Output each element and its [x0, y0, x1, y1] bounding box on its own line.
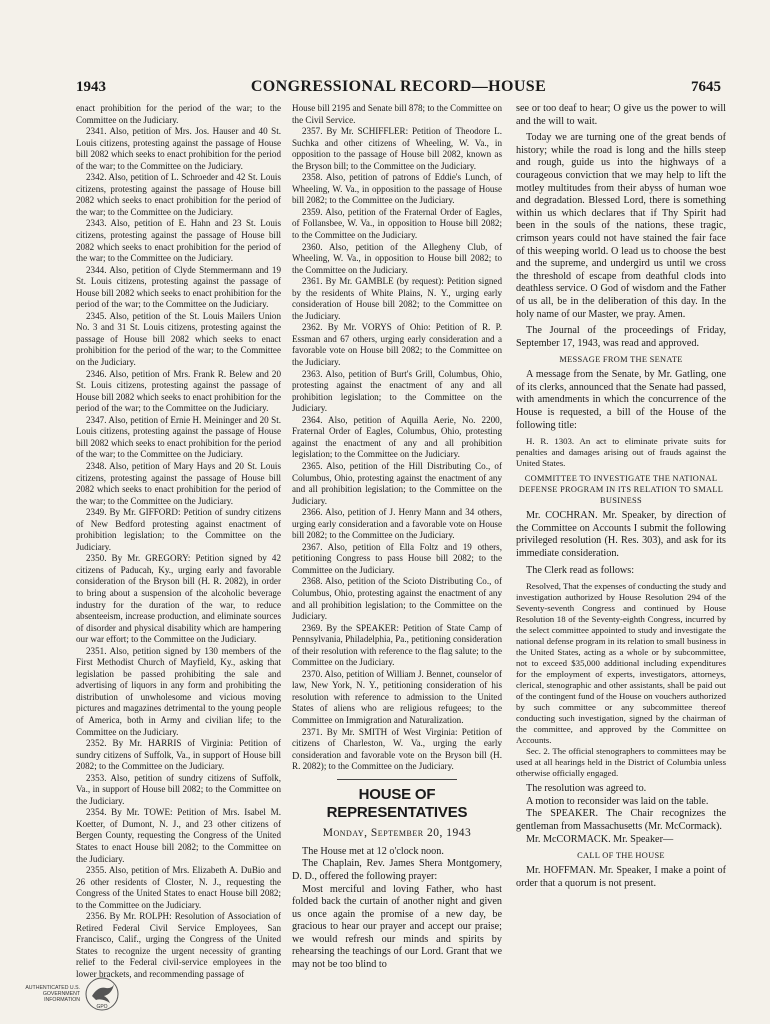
house-paragraph: Most merciful and loving Father, who hast folded back the curtain of another night and given us once again the promise of a new day, be gracious to hear our prayer and accept our praise; we would refresh our minds and spirits by rehearsing the teachings of our Lord. Grant that we may not be too blind to — [292, 883, 502, 971]
petition-paragraph: 2358. Also, petition of patrons of Eddie's Lunch, of Wheeling, W. Va., in opposition to the passage of House bill 2082; to the Committee on the Judiciary. — [292, 172, 502, 206]
petition-paragraph: 2351. Also, petition signed by 130 members of the First Methodist Church of Mayfield, Ky., asking that legislation be passed prohibiting the sale and advertising of liquors in any form and prohibiting the distribution of unwholesome and vicious moving pictures and magazines detrimental to the young people of America, both in Army and civilian life; to the Committee on the Judiciary. — [76, 645, 281, 737]
petition-paragraph: 2357. By Mr. SCHIFFLER: Petition of Theodore L. Suchka and other citizens of Wheeling, W. Va., in opposition to the passage of House bill 2082, known as the Bryson bill; to the Committee on the Judiciary. — [292, 126, 502, 171]
column-2 — [292, 103, 502, 971]
clerk-read: The Clerk read as follows: — [526, 564, 635, 576]
house-heading: HOUSE OF REPRESENTATIVES — [326, 785, 468, 821]
prayer-paragraph: Today we are turning one of the great bends of history; while the road is long and the hills steep and rough, guide us into the highways of a courageous conviction that we may help to lift the motley multitudes from their abyss of human woe and degradation. Blessed Lord, there is something within us which declares that if Thy Spirit had been in the souls of the nations, these tragic, crimson years could not have stained the fair face of this weeping world. O lead us to choose the best and the supreme, and undergird us until we cross the threshold of escape from deathful clods into deathless service. O God of wisdom and the Father of us all, be in the deliberation of this day. In the holy name of our Master, we pray. Amen. — [516, 132, 726, 320]
petition-paragraph: 2343. Also, petition of E. Hahn and 23 St. Louis citizens, protesting against the passage of House bill 2082 which seeks to enact prohibition for the period of the war; to the Committee on the Judiciary. — [76, 218, 281, 264]
petition-paragraph: 2370. Also, petition of William J. Bennet, counselor of law, New York, N. Y., petitioning consideration of his resolution with reference to admission to the United States of aliens who are religious refugees; to the Committee on Immigration and Naturalization. — [292, 668, 502, 725]
petition-paragraph: 2349. By Mr. GIFFORD: Petition of sundry citizens of New Bedford protesting against enactment of prohibition legislation; to the Committee on the Judiciary. — [76, 507, 281, 552]
petition-paragraph: 2359. Also, petition of the Fraternal Order of Eagles, of Follansbee, W. Va., in opposition to House bill 2082; to the Committee on the Judiciary. — [292, 206, 502, 241]
column-2-petitions — [292, 103, 502, 773]
authentication-text: AUTHENTICATED U.S. GOVERNMENT INFORMATION — [25, 985, 80, 1003]
petition-paragraph: enact prohibition for the period of the war; to the Committee on the Judiciary. — [76, 103, 281, 125]
session-date: Monday, September 20, 1943 — [322, 826, 472, 839]
left-page-number: 1943 — [76, 79, 106, 95]
petition-paragraph: 2350. By Mr. GREGORY: Petition signed by 42 citizens of Paducah, Ky., urging early and favorable consideration of the Bryson bill (H. R. 2082), in order to bring about a suspension of the alcoholic beverage industry for the duration of the war, to reduce absenteeism, increase production, and eliminate sources of disorder and physical disability which are hampering our war effort; to the Committee on the Judiciary. — [76, 553, 281, 645]
petition-paragraph: 2352. By Mr. HARRIS of Virginia: Petition of sundry citizens of Suffolk, Va., in support of House bill 2082; to the Committee on the Judiciary. — [76, 738, 281, 772]
house-paragraph: The House met at 12 o'clock noon. — [302, 845, 444, 857]
petition-paragraph: 2354. By Mr. TOWE: Petition of Mrs. Isabel M. Koetter, of Dumont, N. J., and 23 other citizens of Bergen County, requesting the Congress of the United States to enact House bill 2082; to the Committee on the Judiciary. — [76, 807, 281, 864]
house-opening-text — [292, 846, 502, 972]
petition-paragraph: 2348. Also, petition of Mary Hays and 20 St. Louis citizens, protesting against the passage of House bill 2082 which seeks to enact prohibition for the period of the war; to the Committee on the Judiciary. — [76, 460, 281, 506]
senate-bill-text: H. R. 1303. An act to eliminate private suits for penalties and damages arising out of frauds against the United States. — [516, 436, 726, 469]
petition-paragraph: House bill 2195 and Senate bill 878; to the Committee on the Civil Service. — [292, 103, 502, 125]
petition-paragraph: 2361. By Mr. GAMBLE (by request): Petition signed by the residents of White Plains, N. Y., urging early consideration of House bill 2082; to the Committee on the Judiciary. — [292, 276, 502, 321]
petition-paragraph: 2364. Also, petition of Aquilla Aerie, No. 2200, Fraternal Order of Eagles, Columbus, Ohio, protesting against the enactment of any and all prohibition legislation; to the Committee on the Judiciary. — [292, 414, 502, 460]
petition-paragraph: 2362. By Mr. VORYS of Ohio: Petition of R. P. Essman and 67 others, urging early consideration and a favorable vote on House bill 2082; to the Committee on the Judiciary. — [292, 322, 502, 368]
call-heading: CALL OF THE HOUSE — [577, 851, 665, 861]
senate-message-text: A message from the Senate, by Mr. Gatling, one of its clerks, announced that the Senate had passed, with amendments in which the concurrence of the House is requested, a bill of the House of the following title: — [516, 369, 726, 431]
speaker-recognizes: The SPEAKER. The Chair recognizes the gentleman from Massachusetts (Mr. McCormack). — [516, 808, 726, 832]
petition-paragraph: 2368. Also, petition of the Scioto Distributing Co., of Columbus, Ohio, protesting against the enactment of any and all prohibition legislation; to the Committee on the Judiciary. — [292, 576, 502, 622]
resolution-text: Resolved, That the expenses of conducting the study and investigation authorized by House Resolution 294 of the Seventy-seventh Congress and continued by House Resolution 18 of the Seventy-eighth Congress, incurred by the select committee appointed to study and investigate the national defense program in its relation to small business in the United States, acting as a whole or by subcommittee, not to exceed $35,000 additional including expenditures for the employment of experts, investigators, attorneys, clerical, stenographic and other assistants, shall be paid out of the contingent fund of the House on vouchers authorized by such committee or any subcommittee thereof conducting such investigation, signed by the chairman of the committee, and approved by the Committee on Accounts. — [516, 581, 726, 746]
petition-paragraph: 2366. Also, petition of J. Henry Mann and 34 others, urging early consideration and a favorable vote on House bill 2082; to the Committee on the Judiciary. — [292, 507, 502, 541]
motion-reconsider: A motion to reconsider was laid on the table. — [526, 795, 709, 807]
gpo-authentication-stamp — [22, 975, 132, 1013]
gpo-eagle-logo-icon — [84, 976, 120, 1012]
petition-paragraph: 2367. Also, petition of Ella Foltz and 19 others, petitioning Congress to pass House bill 2082; to the Committee on the Judiciary. — [292, 541, 502, 575]
gpo-logo-text: GPO — [96, 1004, 108, 1010]
publication-title: CONGRESSIONAL RECORD—HOUSE — [250, 78, 547, 95]
right-page-number: 7645 — [690, 79, 721, 95]
hoffman-remarks: Mr. HOFFMAN. Mr. Speaker, I make a point of order that a quorum is not present. — [516, 865, 726, 889]
petition-paragraph: 2355. Also, petition of Mrs. Elizabeth A. DuBio and 26 other residents of Closter, N. J., requesting the Congress of the United States to enact House bill 2082; to the Committee on the Judiciary. — [76, 865, 281, 910]
petition-paragraph: 2346. Also, petition of Mrs. Frank R. Belew and 20 St. Louis citizens, protesting against the passage of House bill 2082 which seeks to enact prohibition for the period of the war; to the Committee on the Judiciary. — [76, 368, 281, 414]
petition-paragraph: 2371. By Mr. SMITH of West Virginia: Petition of citizens of Charleston, W. Va., urging the early consideration and favorable vote on the Bryson bill (H. R. 2082); to the Committee on the Judiciary. — [292, 726, 502, 772]
petition-paragraph: 2347. Also, petition of Ernie H. Meininger and 20 St. Louis citizens, protesting against the passage of House bill 2082 which seeks to enact prohibition for the period of the war; to the Committee on the Judiciary. — [76, 414, 281, 460]
petition-paragraph: 2363. Also, petition of Burt's Grill, Columbus, Ohio, protesting against the enactment of any and all prohibition legislation; to the Committee on the Judiciary. — [292, 368, 502, 414]
prayer-paragraph: The Journal of the proceedings of Friday, September 17, 1943, was read and approved. — [516, 325, 726, 349]
petition-paragraph: 2369. By the SPEAKER: Petition of State Camp of Pennsylvania, Philadelphia, Pa., petitioning consideration of their resolution with reference to the flag salute; to the Committee on the Judiciary. — [292, 622, 502, 668]
petition-paragraph: 2360. Also, petition of the Allegheny Club, of Wheeling, W. Va., in opposition to House bill 2082; to the Committee on the Judiciary. — [292, 241, 502, 275]
column-3 — [516, 103, 726, 955]
committee-heading: COMMITTEE TO INVESTIGATE THE NATIONAL DEFENSE PROGRAM IN ITS RELATION TO SMALL BUSINESS — [518, 474, 724, 506]
resolution-agreed: The resolution was agreed to. — [526, 783, 647, 795]
petition-paragraph: 2356. By Mr. ROLPH: Resolution of Association of Retired Federal Civil Service Employees, San Francisco, Calif., urging the Congress of the United States to recognize the urgent necessity of granting relief to the Federal civil-service employees in the lower brackets, and recommending passage of — [76, 911, 281, 980]
mccormack-remarks: Mr. McCORMACK. Mr. Speaker— — [526, 833, 674, 845]
petition-paragraph: 2341. Also, petition of Mrs. Jos. Hauser and 40 St. Louis citizens, protesting against the passage of House bill 2082 which seeks to enact prohibition for the period of the war; to the Committee on the Judiciary. — [76, 126, 281, 171]
page-header — [76, 78, 721, 100]
cochran-remarks: Mr. COCHRAN. Mr. Speaker, by direction of the Committee on Accounts I submit the following privileged resolution (H. Res. 303), and ask for its immediate consideration. — [516, 510, 726, 560]
prayer-paragraph: see or too deaf to hear; O give us the power to will and the will to wait. — [516, 103, 726, 127]
house-paragraph: The Chaplain, Rev. James Shera Montgomery, D. D., offered the following prayer: — [292, 858, 502, 882]
resolution-section-2: Sec. 2. The official stenographers to committees may be used at all hearings held in the District of Columbia unless otherwise officially engaged. — [516, 746, 726, 779]
petition-paragraph: 2344. Also, petition of Clyde Stemmermann and 19 St. Louis citizens, protesting against the passage of House bill 2082 which seeks to enact prohibition for the period of the war; to the Committee on the Judiciary. — [76, 264, 281, 310]
prayer-continuation — [516, 103, 726, 350]
petition-paragraph: 2345. Also, petition of the St. Louis Mailers Union No. 3 and 31 St. Louis citizens, protesting against the passage of House bill 2082 which seeks to enact prohibition for the period of the war; to the Committee on the Judiciary. — [76, 310, 281, 368]
column-1-petitions — [76, 103, 281, 980]
senate-message-heading: MESSAGE FROM THE SENATE — [559, 355, 683, 365]
petition-paragraph: 2353. Also, petition of sundry citizens of Suffolk, Va., in support of House bill 2082; to the Committee on the Judiciary. — [76, 772, 281, 806]
section-divider — [337, 779, 457, 780]
petition-paragraph: 2365. Also, petition of the Hill Distributing Co., of Columbus, Ohio, protesting against the enactment of any and all prohibition legislation; to the Committee on the Judiciary. — [292, 460, 502, 506]
petition-paragraph: 2342. Also, petition of L. Schroeder and 42 St. Louis citizens, protesting against the passage of House bill 2082 which seeks to enact prohibition for the period of the war; to the Committee on the Judiciary. — [76, 172, 281, 217]
